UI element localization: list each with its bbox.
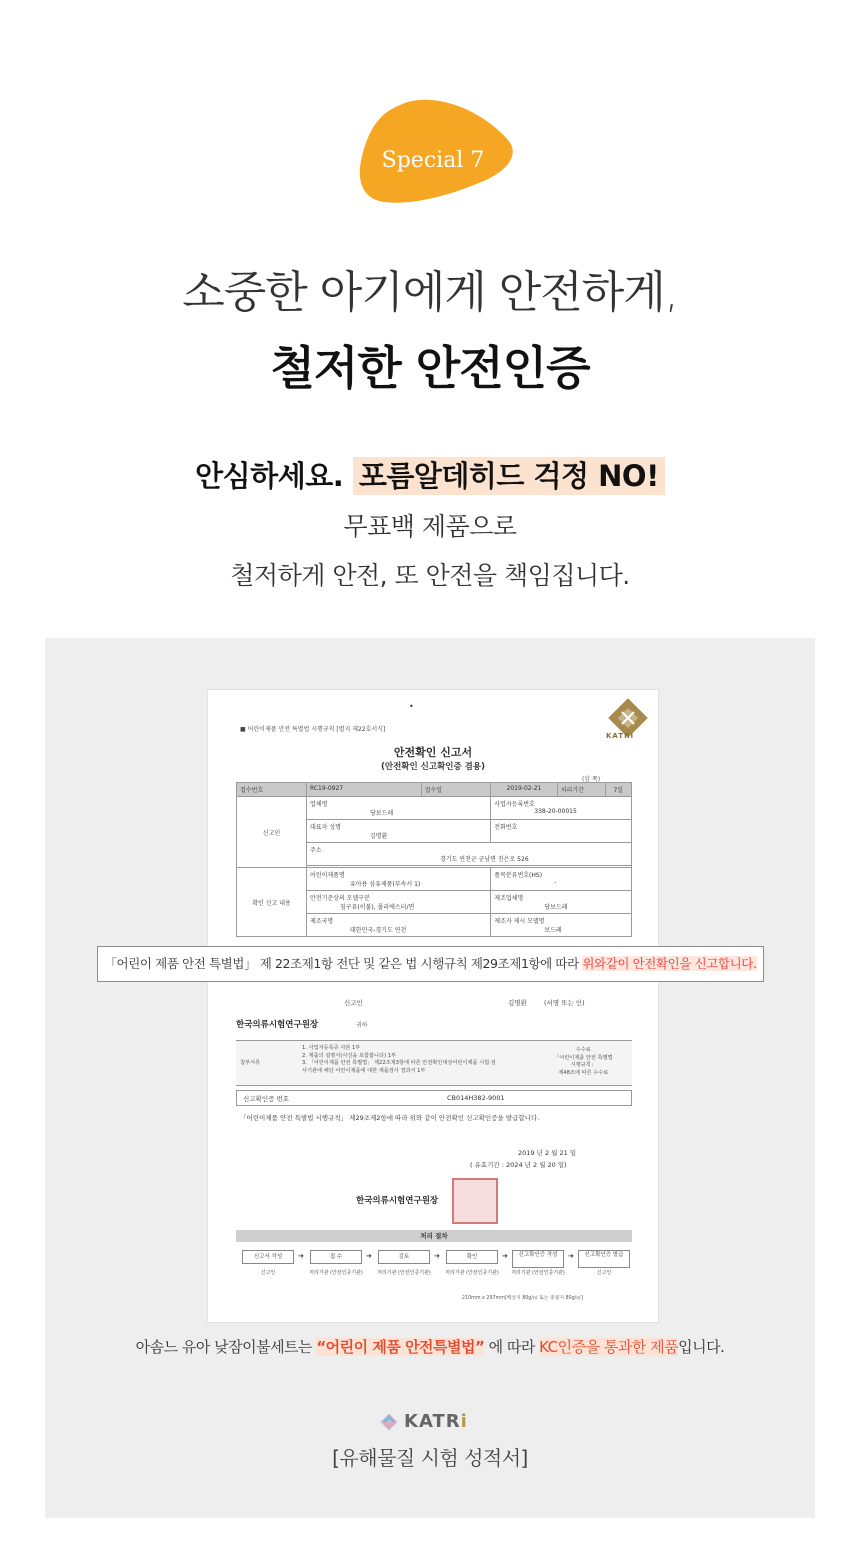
procedure-title: 처리 절차: [236, 1230, 632, 1242]
badge-label: Special 7: [381, 148, 485, 173]
doc-subtitle: (안전확인 신고확인증 겸용): [380, 762, 485, 772]
doc-dot: •: [409, 702, 414, 711]
table-row: [237, 868, 632, 891]
country-value: 대한민국-경기도 연천: [350, 927, 407, 934]
country-cell: [307, 914, 491, 937]
applicant-section: 신고인: [237, 797, 307, 868]
ceo-label: 대표자 성명: [310, 824, 341, 831]
cert-number-value: CB014H382-9001: [447, 1094, 505, 1102]
callout-text: 「어린이 제품 안전 특별법」 제 22조제1항 전단 및 같은 법 시행규칙 제29조제1항에 따라: [104, 956, 583, 971]
bizno-label: 사업자등록번호: [494, 801, 535, 808]
product-name-label: 어린이제품명: [310, 872, 345, 879]
subheadline-plain: 안심하세요.: [195, 459, 344, 493]
katri-wordmark-main: KATR: [404, 1411, 461, 1432]
company-label: 업체명: [310, 801, 328, 808]
procedure-step: 확인: [446, 1250, 498, 1264]
doc-title: 안전확인 신고서: [393, 746, 473, 759]
model-label: 안전기준상의 모델구분: [310, 895, 370, 902]
fee-line: 제48조에 따른 수수료: [558, 1069, 609, 1076]
arrow-right-icon: ➔: [502, 1252, 508, 1260]
sign-label: 신고인: [344, 999, 363, 1007]
fee-line: 수수료: [575, 1047, 591, 1053]
sign-mark: (서명 또는 인): [544, 999, 585, 1007]
body-line1: 무표백 제품으로: [343, 512, 517, 541]
note-part1: 아솜느 유아 낮잠이불세트는: [135, 1338, 317, 1356]
modelname-cell: [491, 914, 632, 937]
receipt-date-value: 2019-02-21: [491, 783, 557, 797]
note-law: “어린이 제품 안전특별법”: [316, 1338, 485, 1356]
arrow-right-icon: ➔: [298, 1252, 304, 1260]
procedure-actor: 신고인: [596, 1270, 612, 1276]
procedure-step: 접 수: [310, 1250, 362, 1264]
bizno-cell: [491, 797, 632, 820]
doc-valid-period: ( 유효기간 : 2024 년 2 월 20 일): [470, 1161, 567, 1169]
procedure-actor: 처리기관 (안전인증기관): [377, 1270, 431, 1276]
doc-notice: 「어린이제품 안전 특별법 시행규칙」 제29조제2항에 따라 위와 같이 안전확인 신고확인증을 발급합니다.: [240, 1114, 540, 1122]
note-part2: 에 따라: [484, 1338, 540, 1356]
procedure-step: 신고확인증 발급: [578, 1250, 630, 1268]
list-item: 2. 제품의 설명서(사진을 포함합니다) 1부: [302, 1052, 397, 1059]
callout-highlight: 위와같이 안전확인을 신고합니다.: [582, 956, 757, 971]
special-badge: [358, 96, 518, 208]
doc-form-table: [236, 782, 632, 937]
list-item: 사기관에 해당 어린이제품에 대한 제품검사 결과서 1부: [302, 1067, 426, 1074]
receipt-date-label: 접수일: [421, 783, 491, 797]
product-name-cell: [307, 868, 491, 891]
katri-mark-icon: [380, 1413, 398, 1431]
product-name-value: 유아용 섬유제품(부속서 1): [350, 881, 421, 888]
attach-fee: [554, 1047, 613, 1077]
list-item: 3. 「어린이제품 안전 특별법」 제22조제3항에 따른 안전확인대상어린이제품 시험·검: [302, 1060, 496, 1066]
katri-wordmark: [404, 1411, 468, 1432]
address-value: 경기도 연천군 군남면 진은로 526: [440, 856, 529, 863]
country-label: 제조국명: [310, 918, 334, 925]
company-cell: [307, 797, 491, 820]
maker-value: 당보드레: [544, 904, 568, 911]
modelname-value: 보드레: [544, 927, 562, 934]
doc-side-note: (앞 쪽): [582, 776, 601, 783]
period-value: 7일: [605, 783, 631, 797]
procedure-actor: 처리기관 (안전인증기관): [511, 1270, 565, 1276]
list-item: 1. 사업자등록증 사본 1부: [302, 1045, 361, 1051]
modelname-label: 제조자 제시 모델명: [494, 918, 545, 925]
certificate-document: [208, 690, 658, 1322]
report-caption: [유해물질 시험 성적서]: [332, 1446, 528, 1470]
note-kc: KC인증을 통과한 제품: [539, 1338, 679, 1356]
model-cell: [307, 891, 491, 914]
hs-value: -: [554, 879, 557, 886]
receipt-no-label: 접수번호: [237, 783, 307, 797]
procedure-actor: 처리기관 (안전인증기관): [445, 1270, 499, 1276]
cert-number-label: 신고확인증 번호: [243, 1095, 290, 1103]
arrow-right-icon: ➔: [568, 1252, 574, 1260]
cert-number-row: [236, 1090, 632, 1106]
attach-items: [302, 1045, 496, 1075]
table-row: [237, 797, 632, 820]
address-label: 주소: [310, 847, 322, 854]
phone-cell: [491, 820, 632, 843]
hs-label: 품목분류번호(HS): [494, 872, 543, 879]
fee-line: 「어린이제품 안전 특별법: [554, 1054, 613, 1061]
procedure-step: 신고서 작성: [242, 1250, 294, 1264]
maker-cell: [491, 891, 632, 914]
headline-line1: 소중한 아기에게 안전하게,: [182, 267, 678, 318]
fee-line: 시행규칙」: [570, 1062, 596, 1068]
subheadline: [0, 454, 860, 495]
product-section: 확인 신고 내용: [237, 868, 307, 937]
model-value: 침구류(이불), 폴리에스터/면: [340, 904, 415, 911]
doc-org-name: 한국의류시험연구원장: [236, 1020, 319, 1030]
procedure-step: 검토: [378, 1250, 430, 1264]
subheadline-highlight: 포름알데히드 걱정 NO!: [353, 457, 665, 495]
sign-name: 김명환: [508, 999, 527, 1007]
maker-label: 제조업체명: [494, 895, 524, 902]
procedure-step: 신고확인증 작성: [512, 1250, 564, 1268]
hs-cell: [491, 868, 632, 891]
doc-paper-size: 210mm x 297mm[백상지 80g/㎡ 또는 중질지 80g/㎡]: [462, 1296, 583, 1301]
address-cell: [307, 843, 632, 866]
table-row: [237, 783, 632, 797]
official-seal-icon: [452, 1178, 498, 1224]
ceo-cell: [307, 820, 491, 843]
bizno-value: 338-20-00015: [534, 808, 577, 815]
company-value: 당보드레: [370, 810, 394, 817]
doc-form-ref: ■ 어린이제품 안전 특별법 시행규칙 [별지 제22호서식]: [240, 726, 386, 733]
kc-certification-note: [45, 1336, 815, 1357]
doc-katri-label: KATRI: [606, 732, 635, 740]
receipt-no-value: RC19-0927: [307, 783, 422, 797]
attach-label: 첨부서류: [240, 1060, 261, 1066]
doc-org-suffix: 귀하: [356, 1022, 368, 1029]
arrow-right-icon: ➔: [366, 1252, 372, 1260]
procedure-actor: 처리기관 (안전인증기관): [309, 1270, 363, 1276]
arrow-right-icon: ➔: [434, 1252, 440, 1260]
body-line2: 철저하게 안전, 또 안전을 책임집니다.: [230, 561, 630, 590]
ceo-value: 김명환: [370, 833, 388, 840]
doc-issuer: 한국의류시험연구원장: [356, 1196, 439, 1206]
procedure-actor: 신고인: [260, 1270, 276, 1276]
law-callout: [97, 946, 764, 982]
note-part3: 입니다.: [678, 1338, 725, 1356]
doc-date: 2019 년 2 월 21 일: [518, 1149, 577, 1157]
attach-section: [236, 1040, 632, 1086]
headline-line2: 철저한 안전인증: [270, 341, 590, 395]
katri-wordmark-i: i: [460, 1411, 468, 1432]
period-label: 처리기간: [557, 783, 605, 797]
phone-label: 전화번호: [494, 824, 518, 831]
